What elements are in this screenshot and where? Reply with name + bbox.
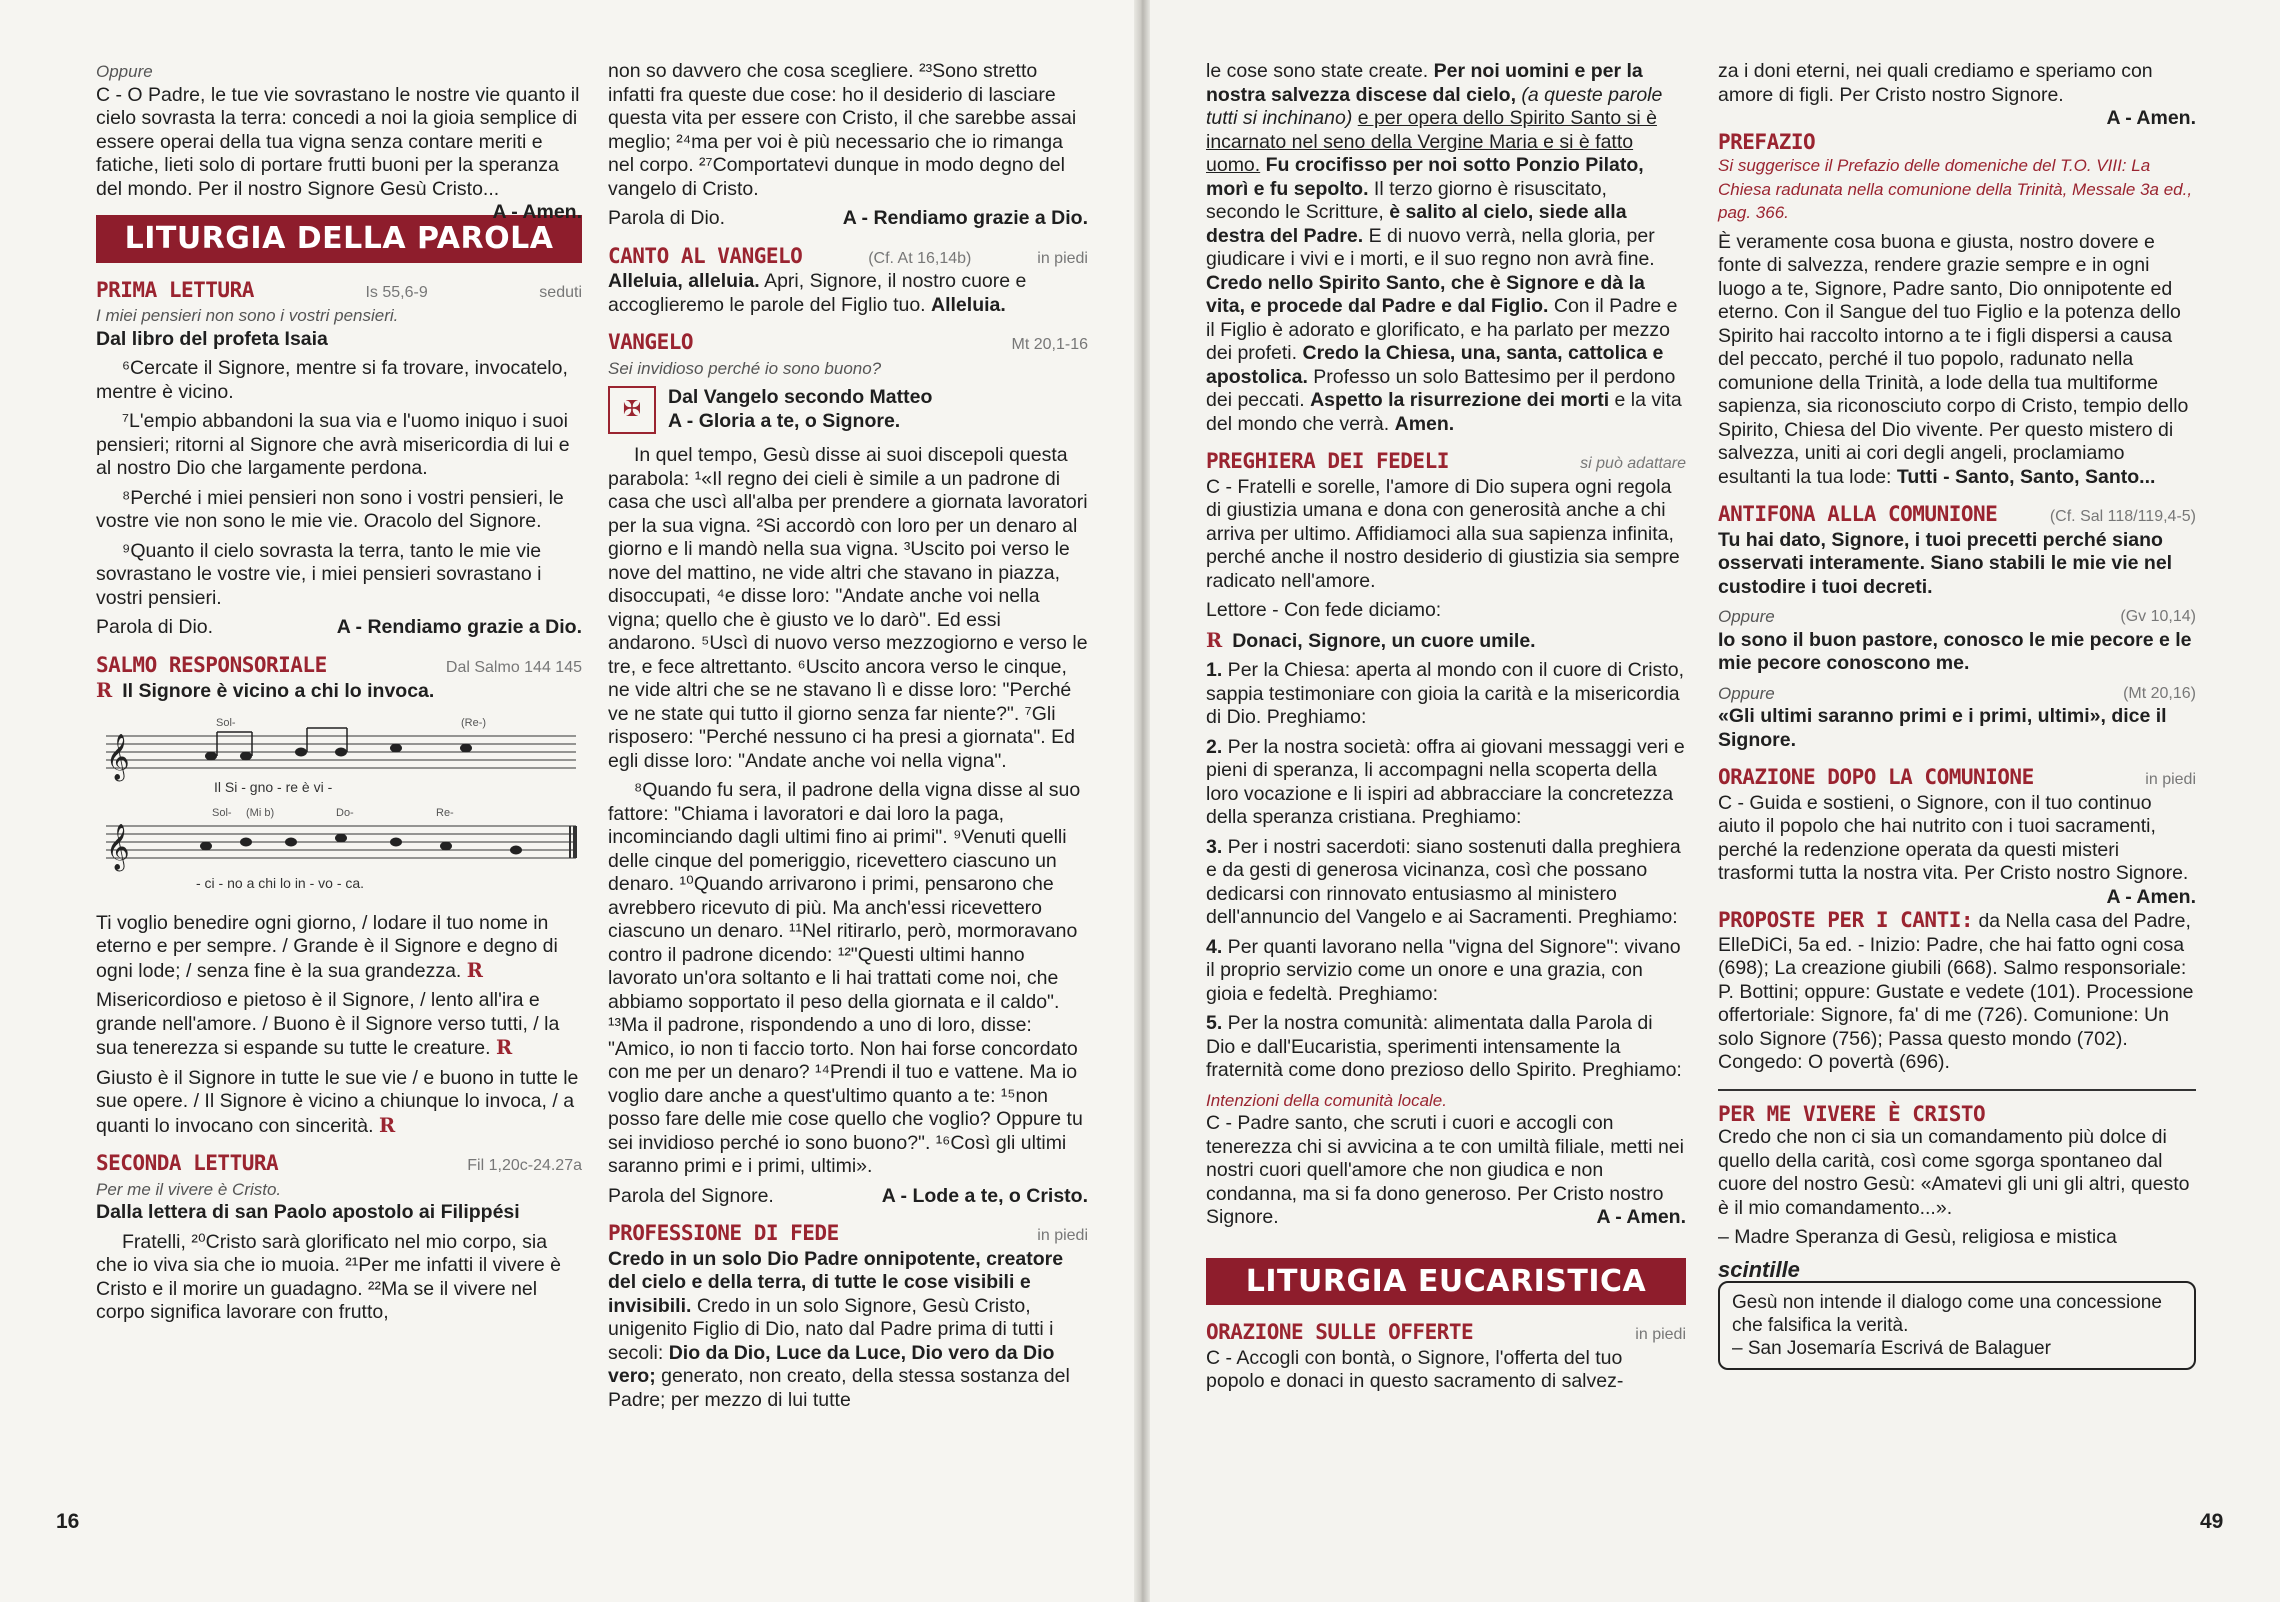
local-intentions-note: Intenzioni della comunità locale. bbox=[1206, 1090, 1447, 1110]
first-reading-header: PRIMA LETTURA Is 55,6-9 seduti bbox=[96, 277, 582, 302]
intention-item: 3. Per i nostri sacerdoti: siano sostenuti dalla preghiera e da gesti di generosa vicinanza, così che possano dedicarsi con rinnovato entusiasmo al ministero dell'annuncio del Vangelo e ai Sacramenti. Preghiamo: bbox=[1206, 835, 1681, 928]
antiphon-text: Io sono il buon pastore, conosco le mie pecore e le mie pecore conoscono me. bbox=[1718, 628, 2192, 674]
faithful-response: R Donaci, Signore, un cuore umile. bbox=[1206, 628, 1536, 652]
live-christ-quote: Credo che non ci sia un comandamento più dolce di quello della carità, così come sgorga spontaneo dal cuore del nostro Gesù: «Amatevi gli uni gli altri, questo è il mio comandamento...». bbox=[1718, 1126, 2190, 1219]
creed-text: Credo in un solo Dio Padre onnipotente, creatore del cielo e della terra, di tutte le cose visibili e invisibili. Credo in un solo Signore, Gesù Cristo, unigenito Figlio di Dio, nato dal Padre prima di tutti i secoli: Dio da Dio, Luce da Luce, Dio vero da Dio vero; generato, non creato, della stessa sostanza del Padre; per mezzo di lui tutte bbox=[608, 1247, 1070, 1411]
intention-item: 5. Per la nostra comunità: alimentata dalla Parola di Dio e dall'Eucaristia, sperimenti intensamente la fraternità come dono prezioso dello Spirito. Preghiamo: bbox=[1206, 1012, 1682, 1081]
first-reading-verse: ⁸Perché i miei pensieri non sono i vostri pensieri, le vostre vie non sono le mie vie. Oracolo del Signore. bbox=[96, 486, 564, 532]
lyrics: Il Si - gno - re è vi - bbox=[214, 778, 333, 795]
gospel-close: Parola del Signore. A - Lode a te, o Cristo. bbox=[608, 1184, 1088, 1207]
intention-item: 2. Per la nostra società: offra ai giovani messaggi veri e pieni di speranza, li accompagni nella scoperta della loro vocazione e li ispiri ad abbracciare la concretezza della speranza cristiana. Preghiamo: bbox=[1206, 735, 1685, 828]
second-reading-text: Fratelli, ²⁰Cristo sarà glorificato nel mio corpo, sia che io viva sia che io muoia. ²¹Per me infatti il vivere è Cristo e il morire un guadagno. ²²Ma se il vivere nel corpo significa lavorare con frutto, bbox=[96, 1230, 561, 1323]
gospel-book: Dal Vangelo secondo Matteo bbox=[668, 386, 933, 408]
left-column-1 bbox=[96, 60, 582, 1331]
psalm-header: SALMO RESPONSORIALE Dal Salmo 144 145 bbox=[96, 652, 582, 677]
scintille-box bbox=[1718, 1281, 2196, 1370]
book-spine bbox=[1134, 0, 1150, 1602]
opening-prayer: C - O Padre, le tue vie sovrastano le nostre vie quanto il cielo sovrasta la terra: concedi a noi la gioia semplice di essere operai della tua vigna senza contare meriti e fatiche, lieti solo di portare frutti buoni per la speranza del mondo. Per il nostro Signore Gesù Cristo... A - Amen. bbox=[96, 83, 582, 223]
chord-label: Do- bbox=[336, 806, 354, 819]
chord-label: Sol- bbox=[212, 806, 232, 819]
faithful-prayer-header: PREGHIERA DEI FEDELI si può adattare bbox=[1206, 449, 1686, 473]
second-reading-continued: non so davvero che cosa scegliere. ²³Sono stretto infatti fra queste due cose: ho il desiderio di lasciare questa vita per essere con Cristo, il che sarebbe assai meglio; ²⁴ma per voi è più necessario che io rimanga nel corpo. ²⁷Comportatevi dunque in modo degno del vangelo di Cristo. bbox=[608, 60, 1077, 200]
first-reading-verse: ⁷L'empio abbandoni la sua via e l'uomo iniquo i suoi pensieri; ritorni al Signore che avrà misericordia di lui e al nostro Dio che largamente perdona. bbox=[96, 410, 570, 479]
antiphon-text: «Gli ultimi saranno primi e i primi, ultimi», dice il Signore. bbox=[1718, 705, 2167, 751]
creed-header: PROFESSIONE DI FEDE in piedi bbox=[608, 1221, 1088, 1245]
faithful-closing: C - Padre santo, che scruti i cuori e accogli con tenerezza chi si avvicina a te con umiltà filiale, metti nei nostri cuori quell'amore che non giudica e non condanna, ma si fa dono generoso. Per Cristo nostro Signore. A - Amen. bbox=[1206, 1112, 1686, 1228]
chord-label: Re- bbox=[436, 806, 454, 819]
communion-antiphon-header: ANTIFONA ALLA COMUNIONE (Cf. Sal 118/119,4-5) bbox=[1718, 502, 2196, 526]
preface-text: È veramente cosa buona e giusta, nostro dovere e fonte di salvezza, rendere grazie sempre e in ogni luogo a te, Signore, Padre santo, Dio onnipotente ed eterno. Con il Sangue del tuo Figlio e la potenza dello Spirito hai raccolto intorno a te i figli dispersi a causa del peccato, perché il tuo popolo, radunato nella comunione della Trinità, a lode della tua multiforme sapienza, sia riconosciuto corpo di Cristo, tempio dello Spirito, Chiesa del Dio vivente. Per questo mistero di salvezza, uniti ai cori degli angeli, proclamiamo esultanti la tua lode: Tutti - Santo, Santo, Santo... bbox=[1718, 230, 2189, 488]
gospel-acclamation-text: Alleluia, alleluia. Apri, Signore, il nostro cuore e accoglieremo le parole del Figlio tuo. Alleluia. bbox=[608, 270, 1027, 316]
second-reading-book: Dalla lettera di san Paolo apostolo ai Filippési bbox=[96, 1201, 520, 1223]
preface-note: Si suggerisce il Prefazio delle domeniche del T.O. VIII: La Chiesa radunata nella comunione della Trinità, Messale 3a ed., pag. 366. bbox=[1718, 156, 2193, 222]
second-reading-subtitle: Per me il vivere è Cristo. bbox=[96, 1179, 282, 1199]
scintille-author: – San Josemaría Escrivá de Balaguer bbox=[1732, 1338, 2051, 1359]
chord-label: (Mi b) bbox=[246, 806, 275, 819]
psalm-response: R Il Signore è vicino a chi lo invoca. bbox=[96, 679, 435, 702]
antiphon-alt-label: Oppure (Mt 20,16) bbox=[1718, 683, 2196, 703]
antiphon-alt-label: Oppure (Gv 10,14) bbox=[1718, 607, 2196, 626]
intention-item: 4. Per quanti lavorano nella "vigna del Signore": vivano il proprio servizio come un onore e una grazia, con gioia e fedeltà. Preghiamo: bbox=[1206, 935, 1681, 1005]
gospel-acclamation-header: CANTO AL VANGELO (Cf. At 16,14b) in piedi bbox=[608, 243, 1088, 268]
gospel-paragraph: In quel tempo, Gesù disse ai suoi discepoli questa parabola: ¹«Il regno dei cieli è simile a un padrone di casa che uscì all'alba per prendere a giornata lavoratori per la sua vigna. ²Si accordò con loro per un denaro al giorno e li mandò nella sua vigna. ³Uscito poi verso le nove del mattino, ne vide altri che stavano in piazza, disoccupati, ⁴e disse loro: "Andate anche voi nella vigna; quello che è giusto ve lo darò". Ed essi andarono. ⁵Uscì di nuovo verso mezzogiorno e verso le tre, e fece altrettanto. ⁶Uscito ancora verso le cinque, ne vide altri che se ne stavano lì e disse loro: "Perché ve ne state qui tutto il giorno senza far niente?". ⁷Gli risposero: "Perché nessuno ci ha presi a giornata". Ed egli disse loro: "Andate anche voi nella vigna". bbox=[608, 444, 1088, 772]
first-reading-subtitle: I miei pensieri non sono i vostri pensieri. bbox=[96, 306, 399, 325]
scintille-quote: Gesù non intende il dialogo come una concessione che falsifica la verità. bbox=[1732, 1292, 2162, 1336]
liturgy-word-banner: LITURGIA DELLA PAROLA bbox=[96, 215, 582, 263]
chord-label: (Re-) bbox=[461, 716, 487, 729]
scintille-label: scintille bbox=[1718, 1256, 1800, 1282]
right-column-2 bbox=[1718, 60, 2196, 1370]
gospel-subtitle: Sei invidioso perché io sono buono? bbox=[608, 358, 882, 378]
psalm-stanza: Misericordioso e pietoso è il Signore, / lento all'ira e grande nell'amore. / Buono è il Signore verso tutti, / la sua tenerezza si espande su tutte le creature. R bbox=[96, 989, 560, 1059]
creed-continued: le cose sono state create. Per noi uomini e per la nostra salvezza discese dal cielo, (a queste parole tutti si inchinano) e per opera dello Spirito Santo si è incarnato nel seno della Vergine Maria e si è fatto uomo. Fu crocifisso per noi sotto Ponzio Pilato, morì e fu sepolto. Il terzo giorno è risuscitato, secondo le Scritture, è salito al cielo, siede alla destra del Padre. E di nuovo verrà, nella gloria, per giudicare i vivi e i morti, e il suo regno non avrà fine. Credo nello Spirito Santo, che è Signore e dà la vita, e procede dal Padre e dal Figlio. Con il Padre e il Figlio è adorato e glorificato, e ha parlato per mezzo dei profeti. Credo la Chiesa, una, santa, cattolica e apostolica. Professo un solo Battesimo per il perdono dei peccati. Aspetto la risurrezione dei morti e la vita del mondo che verrà. Amen. bbox=[1206, 60, 1682, 435]
gospel-header: VANGELO Mt 20,1-16 bbox=[608, 330, 1088, 354]
gospel-book-icon: ✠ bbox=[608, 386, 656, 434]
left-column-2 bbox=[608, 60, 1088, 1418]
faithful-reader: Lettore - Con fede diciamo: bbox=[1206, 599, 1442, 621]
treble-clef-icon: 𝄞 bbox=[106, 733, 130, 780]
preface-header: PREFAZIO bbox=[1718, 129, 1816, 154]
right-column-1 bbox=[1206, 60, 1686, 1400]
page-number-left: 16 bbox=[56, 1510, 80, 1533]
page-number-right: 49 bbox=[2200, 1510, 2224, 1533]
offerings-text: C - Accogli con bontà, o Signore, l'offerta del tuo popolo e donaci in questo sacramento di salvez- bbox=[1206, 1346, 1624, 1392]
gospel-paragraph: ⁸Quando fu sera, il padrone della vigna disse al suo fattore: "Chiama i lavoratori e dai loro la paga, incominciando dagli ultimi fino ai primi". ⁹Venuti quelli delle cinque del pomeriggio, ricevettero ciascuno un denaro. ¹⁰Quando arrivarono i primi, pensarono che avrebbero ricevuto di più. Ma anch'essi ricevettero ciascuno un denaro. ¹¹Nel ritirarlo, però, mormoravano contro il padrone dicendo: ¹²"Questi ultimi hanno lavorato un'ora soltanto e li hai trattati come noi, che abbiamo sopportato il peso della giornata e il caldo". ¹³Ma il padrone, rispondendo a uno di loro, disse: "Amico, io non ti faccio torto. Non hai forse concordato con me per un denaro? ¹⁴Prendi il tuo e vattene. Ma io voglio dare anche a quest'ultimo quanto a te: ¹⁵non posso fare delle mie cose quello che voglio? Oppure tu sei invidioso perché io sono buono?". ¹⁶Così gli ultimi saranno primi e i primi, ultimi». bbox=[608, 779, 1083, 1177]
first-reading-book: Dal libro del profeta Isaia bbox=[96, 327, 328, 350]
offerings-continued: za i doni eterni, nei quali crediamo e speriamo con amore di figli. Per Cristo nostro Signore. A - Amen. bbox=[1718, 60, 2196, 129]
music-staff bbox=[96, 712, 582, 902]
intention-item: 1. Per la Chiesa: aperta al mondo con il cuore di Cristo, sappia testimoniare con gioia la carità e la misericordia di Dio. Preghiamo: bbox=[1206, 659, 1684, 728]
live-christ-author: – Madre Speranza di Gesù, religiosa e mistica bbox=[1718, 1226, 2117, 1248]
offerings-header: ORAZIONE SULLE OFFERTE in piedi bbox=[1206, 1320, 1686, 1344]
liturgy-eucharist-banner: LITURGIA EUCARISTICA bbox=[1206, 1258, 1686, 1306]
faithful-intro: C - Fratelli e sorelle, l'amore di Dio supera ogni regola di giustizia umana e dona con generosità anche a chi arriva per ultimo. Affidiamoci alla sua sapienza infinita, perché anche il nostro desiderio di giustizia sia sempre radicato nell'amore. bbox=[1206, 475, 1680, 592]
treble-clef-icon: 𝄞 bbox=[106, 823, 130, 870]
post-communion-header: ORAZIONE DOPO LA COMUNIONE in piedi bbox=[1718, 765, 2196, 789]
gospel-title-block bbox=[608, 386, 1088, 434]
chord-label: Sol- bbox=[216, 716, 236, 729]
gospel-response: A - Gloria a te, o Signore. bbox=[668, 409, 901, 432]
second-reading-close: Parola di Dio. A - Rendiamo grazie a Dio. bbox=[608, 207, 1088, 229]
oppure-label: Oppure bbox=[96, 62, 153, 81]
post-communion-text: C - Guida e sostieni, o Signore, con il tuo continuo aiuto il popolo che hai nutrito con i tuoi sacramenti, perché la redenzione operata da questi misteri trasformi tutta la nostra vita. Per Cristo nostro Signore. A - Amen. bbox=[1718, 791, 2196, 908]
song-proposals: PROPOSTE PER I CANTI: da Nella casa del Padre, ElleDiCi, 5a ed. - Inizio: Padre, che hai fatto ogni cosa (698); La creazione giubili (668). Salmo responsoriale: P. Bottini; oppure: Gustate e vedete (101). Processione offertoriale: Signore, fa' di me (726). Comunione: Un solo Signore (756); Passa questo mondo (702). Congedo: O povertà (696). bbox=[1718, 908, 2194, 1073]
psalm-stanza: Ti voglio benedire ogni giorno, / lodare il tuo nome in eterno e per sempre. / Grande è il Signore e degno di ogni lode; / senza fine è la sua grandezza. R bbox=[96, 911, 558, 982]
lyrics: - ci - no a chi lo in - vo - ca. bbox=[196, 874, 365, 891]
psalm-stanza: Giusto è il Signore in tutte le sue vie / e buono in tutte le sue opere. / Il Signore è vicino a chiunque lo invoca, / a quanti lo invocano con sincerità. R bbox=[96, 1066, 579, 1137]
section-divider bbox=[1718, 1089, 2196, 1091]
second-reading-header: SECONDA LETTURA Fil 1,20c-24.27a bbox=[96, 1151, 582, 1175]
first-reading-verse: ⁹Quanto il cielo sovrasta la terra, tanto le mie vie sovrastano le vostre vie, i miei pensieri sovrastano i vostri pensieri. bbox=[96, 539, 542, 609]
first-reading-close: Parola di Dio. A - Rendiamo grazie a Dio. bbox=[96, 616, 582, 638]
live-christ-header: PER ME VIVERE È CRISTO bbox=[1718, 1101, 1986, 1126]
first-reading-verse: ⁶Cercate il Signore, mentre si fa trovare, invocatelo, mentre è vicino. bbox=[96, 357, 568, 403]
antiphon-text: Tu hai dato, Signore, i tuoi precetti perché siano osservati interamente. Siano stabili le mie vie nel custodire i tuoi decreti. bbox=[1718, 528, 2173, 598]
